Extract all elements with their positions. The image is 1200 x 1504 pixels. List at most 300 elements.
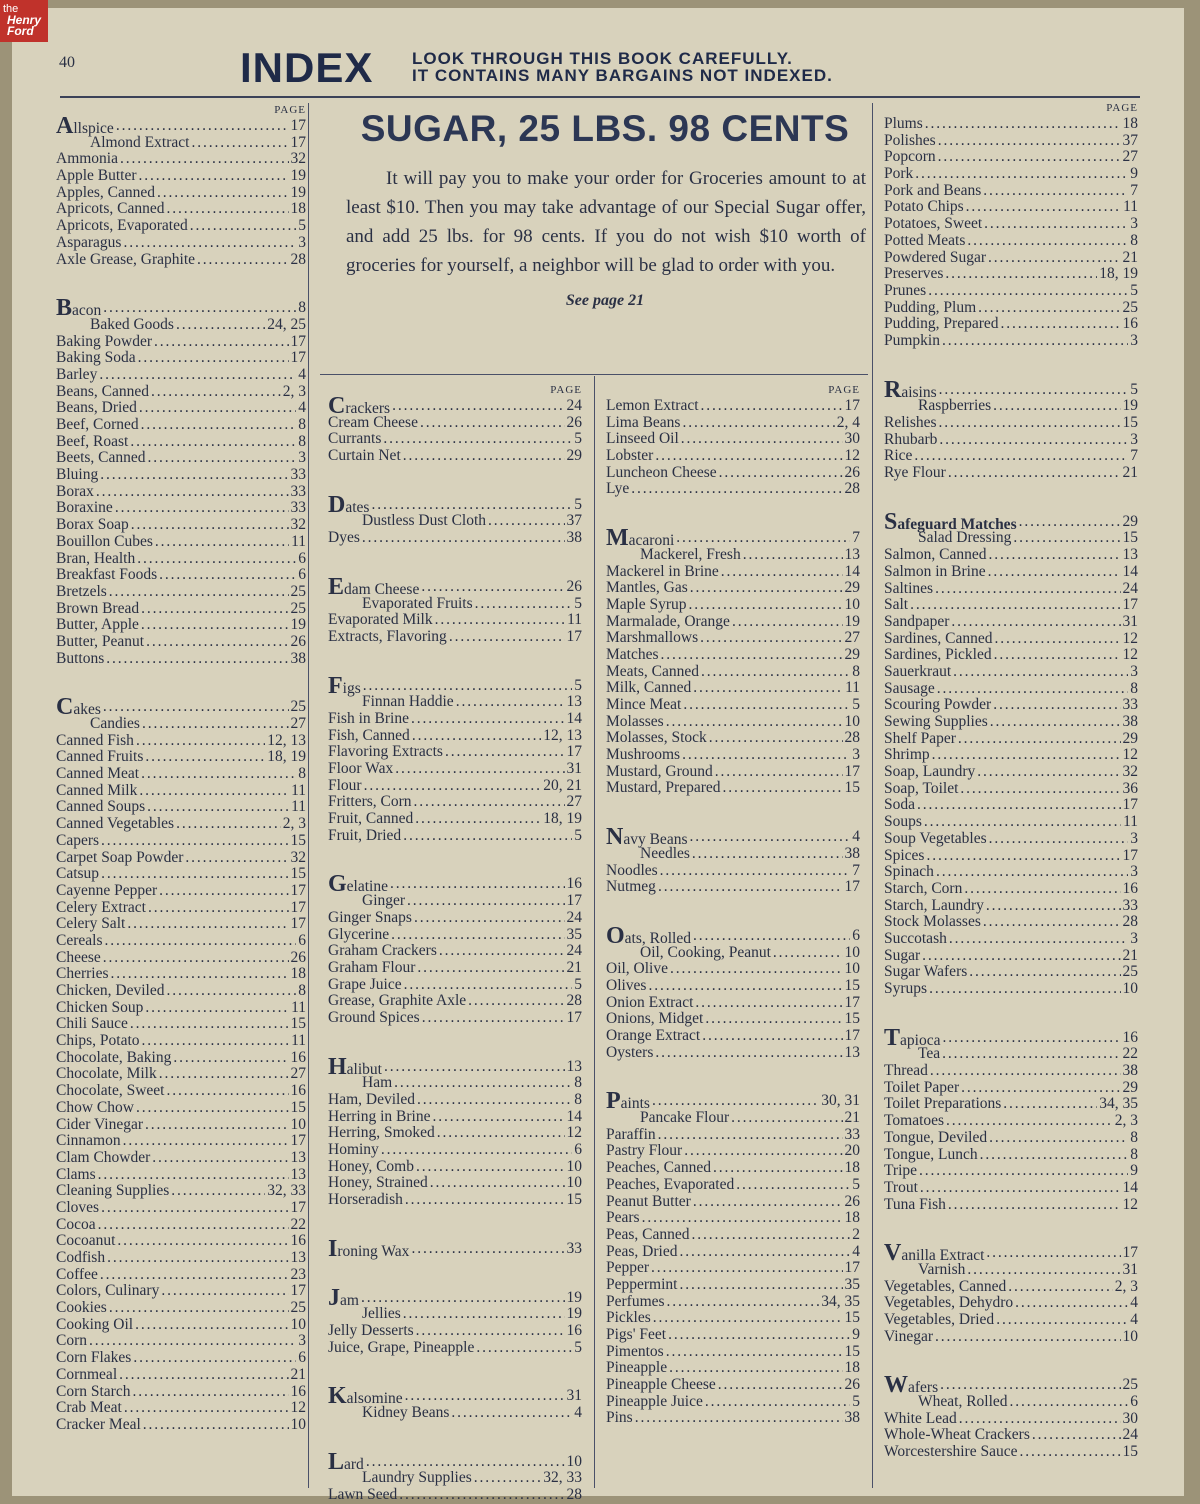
dot-leader bbox=[157, 185, 288, 202]
dot-leader bbox=[719, 465, 843, 482]
entry-name: Celery Salt bbox=[56, 915, 126, 933]
group-gap bbox=[884, 350, 1138, 382]
entry-page: 31 bbox=[1122, 1260, 1138, 1278]
dot-leader bbox=[690, 580, 843, 597]
index-entry bbox=[56, 1133, 306, 1150]
page-number: 40 bbox=[59, 54, 75, 71]
entry-name: Dyes bbox=[328, 529, 360, 547]
index-entry bbox=[328, 1383, 582, 1410]
index-entry bbox=[56, 367, 306, 384]
dot-leader bbox=[689, 829, 850, 846]
entry-page: 2 bbox=[852, 1225, 860, 1243]
entry-page: 12, 13 bbox=[543, 726, 582, 744]
index-entry bbox=[328, 612, 582, 629]
index-entry bbox=[606, 879, 860, 896]
entry-name: Vegetables, Canned bbox=[884, 1277, 1007, 1295]
dot-leader bbox=[993, 697, 1120, 714]
entry-page: 17 bbox=[290, 133, 306, 151]
index-entry bbox=[56, 350, 306, 367]
entry-name: Orange Extract bbox=[606, 1027, 701, 1044]
index-entry bbox=[606, 1394, 860, 1411]
dot-leader bbox=[115, 500, 289, 517]
dot-leader bbox=[111, 966, 289, 983]
group-gap bbox=[328, 646, 582, 678]
dot-leader bbox=[990, 714, 1121, 731]
index-entry bbox=[328, 943, 582, 960]
entry-name: Fish, Canned bbox=[328, 726, 410, 744]
index-entry bbox=[606, 1088, 860, 1115]
index-entry bbox=[884, 547, 1138, 564]
entry-name: Mince Meat bbox=[606, 696, 682, 713]
entry-name: Gelatine bbox=[328, 871, 388, 898]
index-entry bbox=[606, 1045, 860, 1062]
dot-leader bbox=[103, 300, 296, 317]
index-entry bbox=[606, 714, 860, 731]
dot-leader bbox=[928, 283, 1128, 300]
dot-leader bbox=[669, 1360, 842, 1377]
entry-name: Catsup bbox=[56, 865, 100, 883]
entry-name: Sewing Supplies bbox=[884, 713, 988, 730]
dot-leader bbox=[456, 694, 565, 711]
entry-name: Mackerel, Fresh bbox=[640, 545, 741, 563]
entry-page: 5 bbox=[574, 676, 582, 694]
group-gap bbox=[606, 797, 860, 829]
entry-page: 28 bbox=[844, 480, 860, 498]
index-entry bbox=[606, 1210, 860, 1227]
entry-page: 27 bbox=[290, 715, 306, 732]
entry-name: Sugar Wafers bbox=[884, 963, 968, 981]
dot-leader bbox=[980, 1147, 1129, 1164]
entry-name: Pigs' Feet bbox=[606, 1326, 667, 1343]
entry-name: Almond Extract bbox=[90, 133, 190, 151]
entry-page: 4 bbox=[852, 828, 860, 846]
entry-name: Macaroni bbox=[606, 525, 675, 552]
entry-name: Fritters, Corn bbox=[328, 793, 412, 811]
page-column-header: PAGE bbox=[1106, 102, 1138, 114]
index-entry bbox=[884, 1295, 1138, 1312]
index-entry bbox=[606, 448, 860, 465]
index-entry bbox=[884, 398, 1138, 415]
entry-page: 15 bbox=[566, 1191, 582, 1209]
index-entry bbox=[328, 977, 582, 994]
entry-page: 5 bbox=[574, 430, 582, 448]
entry-name: Peas, Canned bbox=[606, 1225, 690, 1243]
entry-name: Succotash bbox=[884, 929, 947, 947]
entry-page: 8 bbox=[574, 1091, 582, 1108]
entry-name: Marshmallows bbox=[606, 629, 699, 647]
index-entry bbox=[884, 597, 1138, 614]
index-entry bbox=[328, 1340, 582, 1357]
entry-page: 5 bbox=[852, 696, 860, 713]
entry-page: 17 bbox=[844, 762, 860, 780]
entry-page: 31 bbox=[566, 1387, 582, 1405]
index-entry bbox=[56, 517, 306, 534]
dot-leader bbox=[695, 995, 842, 1012]
entry-page: 19 bbox=[1122, 397, 1138, 415]
entry-name: Evaporated Fruits bbox=[362, 594, 473, 612]
entry-name: Pudding, Plum bbox=[884, 298, 977, 316]
index-entry bbox=[56, 1033, 306, 1050]
entry-page: 18 bbox=[290, 965, 306, 983]
entry-name: Oysters bbox=[606, 1043, 654, 1061]
index-entry bbox=[606, 945, 860, 962]
entry-page: 21 bbox=[290, 1365, 306, 1383]
index-entry bbox=[56, 1016, 306, 1033]
entry-page: 21 bbox=[1122, 946, 1138, 964]
index-entry bbox=[884, 1113, 1138, 1130]
dot-leader bbox=[1032, 1427, 1121, 1444]
index-entry bbox=[884, 300, 1138, 317]
dot-leader bbox=[166, 201, 288, 218]
entry-page: 11 bbox=[567, 611, 582, 629]
entry-name: Pickles bbox=[606, 1309, 651, 1327]
dot-leader bbox=[432, 1109, 564, 1126]
entry-page: 3 bbox=[1130, 929, 1138, 947]
dot-leader bbox=[920, 1180, 1121, 1197]
dot-leader bbox=[404, 977, 573, 994]
entry-page: 5 bbox=[574, 826, 582, 844]
entry-name: Mustard, Prepared bbox=[606, 779, 721, 797]
entry-page: 12, 13 bbox=[267, 731, 306, 749]
entry-name: Soups bbox=[884, 813, 922, 831]
entry-name: Butter, Apple bbox=[56, 616, 139, 634]
entry-page: 33 bbox=[844, 1125, 860, 1143]
entry-name: Soda bbox=[884, 796, 915, 814]
dot-leader bbox=[407, 893, 564, 910]
entry-name: Navy Beans bbox=[606, 824, 688, 851]
entry-page: 32 bbox=[290, 848, 306, 866]
index-entry bbox=[328, 431, 582, 448]
index-entry bbox=[328, 1306, 582, 1323]
index-entry bbox=[56, 1350, 306, 1367]
dot-leader bbox=[146, 634, 288, 651]
entry-name: Tuna Fish bbox=[884, 1195, 946, 1213]
dot-leader bbox=[133, 1350, 296, 1367]
entry-name: Oil, Cooking, Peanut bbox=[640, 943, 771, 961]
entry-page: 28 bbox=[844, 729, 860, 747]
index-entry bbox=[328, 448, 582, 465]
index-entry bbox=[328, 1075, 582, 1092]
dot-leader bbox=[988, 250, 1120, 267]
dot-leader bbox=[185, 850, 288, 867]
entry-name: Pepper bbox=[606, 1259, 650, 1277]
entry-page: 10 bbox=[290, 1315, 306, 1333]
dot-leader bbox=[670, 961, 843, 978]
index-entry bbox=[606, 647, 860, 664]
index-entry bbox=[884, 747, 1138, 764]
entry-name: Colors, Culinary bbox=[56, 1282, 160, 1300]
entry-page: 33 bbox=[1122, 696, 1138, 714]
entry-page: 26 bbox=[844, 463, 860, 481]
entry-page: 30 bbox=[844, 430, 860, 448]
dot-leader bbox=[135, 1317, 288, 1334]
entry-page: 10 bbox=[844, 960, 860, 978]
entry-page: 32 bbox=[290, 516, 306, 534]
group-gap bbox=[328, 1356, 582, 1388]
entry-name: Shelf Paper bbox=[884, 729, 956, 747]
index-entry bbox=[884, 166, 1138, 183]
index-entry bbox=[884, 116, 1138, 133]
dot-leader bbox=[942, 1030, 1120, 1047]
entry-name: Vinegar bbox=[884, 1327, 933, 1345]
entry-name: Pudding, Prepared bbox=[884, 315, 999, 333]
dot-leader bbox=[371, 497, 572, 514]
dot-leader bbox=[635, 1410, 843, 1427]
entry-page: 8 bbox=[298, 416, 306, 433]
entry-page: 14 bbox=[566, 709, 582, 727]
index-entry bbox=[56, 1183, 306, 1200]
entry-name: Potatoes, Sweet bbox=[884, 215, 983, 233]
dot-leader bbox=[445, 744, 565, 761]
dot-leader bbox=[705, 1394, 850, 1411]
dot-leader bbox=[693, 928, 850, 945]
index-entry bbox=[884, 1063, 1138, 1080]
dot-leader bbox=[718, 1377, 843, 1394]
index-entry bbox=[328, 393, 582, 419]
dot-leader bbox=[1003, 1096, 1097, 1113]
index-entry bbox=[884, 898, 1138, 915]
index-entry bbox=[884, 681, 1138, 698]
entry-page: 24 bbox=[1122, 1426, 1138, 1444]
entry-page: 31 bbox=[1122, 612, 1138, 630]
entry-name: Nutmeg bbox=[606, 878, 656, 896]
entry-name: Beef, Corned bbox=[56, 416, 139, 433]
entry-name: Rhubarb bbox=[884, 430, 938, 448]
entry-page: 35 bbox=[844, 1275, 860, 1293]
entry-name: Paraffin bbox=[606, 1125, 656, 1143]
dot-leader bbox=[948, 465, 1121, 482]
dot-leader bbox=[100, 467, 288, 484]
entry-name: Canned Milk bbox=[56, 781, 138, 799]
entry-name: Cinnamon bbox=[56, 1132, 121, 1150]
entry-name: Boraxine bbox=[56, 499, 113, 517]
index-entry bbox=[884, 848, 1138, 865]
index-entry bbox=[884, 448, 1138, 465]
entry-name: Dates bbox=[328, 491, 370, 518]
entry-page: 23 bbox=[290, 1265, 306, 1283]
index-entry bbox=[56, 1384, 306, 1401]
entry-page: 8 bbox=[298, 982, 306, 999]
entry-page: 26 bbox=[290, 632, 306, 650]
entry-page: 16 bbox=[290, 1082, 306, 1100]
entry-name: Tomatoes bbox=[884, 1112, 945, 1130]
entry-page: 6 bbox=[298, 549, 306, 567]
entry-name: Lye bbox=[606, 480, 630, 498]
dot-leader bbox=[964, 881, 1120, 898]
index-entry bbox=[884, 133, 1138, 150]
index-entry bbox=[56, 295, 306, 322]
entry-name: Cherries bbox=[56, 965, 109, 983]
dot-leader bbox=[137, 551, 296, 568]
entry-page: 15 bbox=[290, 1098, 306, 1116]
index-entry bbox=[328, 778, 582, 795]
entry-name: Molasses bbox=[606, 712, 664, 730]
entry-page: 3 bbox=[1130, 829, 1138, 847]
catalog-page bbox=[3, 3, 1184, 1503]
index-entry bbox=[606, 922, 860, 949]
entry-name: Salt bbox=[884, 596, 909, 614]
index-entry bbox=[606, 747, 860, 764]
entry-name: Honey, Comb bbox=[328, 1157, 414, 1175]
entry-name: Lobster bbox=[606, 447, 654, 465]
entry-name: Grease, Graphite Axle bbox=[328, 992, 467, 1010]
entry-page: 3 bbox=[1130, 430, 1138, 448]
index-entry bbox=[606, 978, 860, 995]
entry-page: 17 bbox=[844, 1027, 860, 1044]
index-entry bbox=[606, 1127, 860, 1144]
index-entry bbox=[884, 1046, 1138, 1063]
entry-name: Pastry Flour bbox=[606, 1142, 683, 1160]
entry-page: 5 bbox=[1130, 380, 1138, 398]
index-entry bbox=[606, 1260, 860, 1277]
entry-page: 11 bbox=[1123, 813, 1138, 831]
entry-name: Prunes bbox=[884, 281, 927, 299]
entry-name: Mustard, Ground bbox=[606, 762, 713, 780]
dot-leader bbox=[683, 697, 850, 714]
index-entry bbox=[884, 233, 1138, 250]
entry-page: 17 bbox=[844, 397, 860, 414]
index-entry bbox=[328, 530, 582, 547]
entry-page: 27 bbox=[290, 1065, 306, 1083]
dot-leader bbox=[363, 678, 572, 695]
entry-name: Lard bbox=[328, 1448, 364, 1475]
entry-name: Bran, Health bbox=[56, 549, 136, 567]
index-entry bbox=[56, 317, 306, 334]
group-gap bbox=[328, 547, 582, 579]
entry-name: Noodles bbox=[606, 861, 658, 879]
index-entry bbox=[884, 647, 1138, 664]
index-entry bbox=[606, 764, 860, 781]
index-entry bbox=[56, 1200, 306, 1217]
entry-page: 30 bbox=[1122, 1409, 1138, 1427]
index-entry bbox=[606, 697, 860, 714]
entry-page: 18 bbox=[844, 1359, 860, 1377]
entry-name: Cayenne Pepper bbox=[56, 881, 158, 899]
entry-page: 7 bbox=[852, 529, 860, 547]
index-entry bbox=[56, 450, 306, 467]
entry-name: Ginger bbox=[362, 892, 406, 910]
index-entry bbox=[56, 1167, 306, 1184]
entry-page: 26 bbox=[566, 577, 582, 595]
dot-leader bbox=[117, 1233, 288, 1250]
index-entry bbox=[606, 1360, 860, 1377]
dot-leader bbox=[655, 1045, 842, 1062]
index-entry bbox=[328, 1092, 582, 1109]
index-entry bbox=[56, 749, 306, 766]
entry-name: Fish in Brine bbox=[328, 709, 409, 727]
entry-name: Sandpaper bbox=[884, 612, 950, 630]
entry-name: Paints bbox=[606, 1088, 650, 1115]
index-entry bbox=[56, 833, 306, 850]
index-entry bbox=[884, 1411, 1138, 1428]
dot-leader bbox=[148, 900, 289, 917]
entry-name: Extracts, Flavoring bbox=[328, 627, 447, 645]
entry-page: 11 bbox=[291, 998, 306, 1016]
index-entry bbox=[884, 914, 1138, 931]
entry-page: 28 bbox=[566, 992, 582, 1010]
dot-leader bbox=[109, 1300, 289, 1317]
dot-leader bbox=[422, 1010, 565, 1027]
index-entry bbox=[884, 250, 1138, 267]
entry-page: 13 bbox=[566, 693, 582, 711]
index-entry bbox=[606, 680, 860, 697]
entry-name: Vegetables, Dried bbox=[884, 1311, 995, 1328]
index-entry bbox=[56, 434, 306, 451]
entry-page: 19 bbox=[566, 1305, 582, 1323]
header-rule bbox=[60, 96, 1140, 98]
index-entry bbox=[328, 573, 582, 600]
index-entry bbox=[606, 564, 860, 581]
index-entry bbox=[328, 491, 582, 518]
entry-name: Bouillon Cubes bbox=[56, 532, 153, 550]
index-entry bbox=[884, 1427, 1138, 1444]
entry-name: Salmon in Brine bbox=[884, 562, 986, 580]
dot-leader bbox=[938, 133, 1121, 150]
index-entry bbox=[56, 866, 306, 883]
dot-leader bbox=[476, 1340, 572, 1357]
index-entry bbox=[884, 564, 1138, 581]
index-entry bbox=[56, 1250, 306, 1267]
entry-page: 6 bbox=[1130, 1393, 1138, 1411]
entry-page: 16 bbox=[566, 1321, 582, 1339]
entry-page: 14 bbox=[566, 1107, 582, 1125]
index-entry bbox=[56, 135, 306, 152]
dot-leader bbox=[412, 728, 541, 745]
index-entry bbox=[56, 950, 306, 967]
entry-name: Cocoa bbox=[56, 1215, 96, 1233]
entry-page: 26 bbox=[290, 948, 306, 966]
index-entry bbox=[328, 960, 582, 977]
index-entry bbox=[884, 465, 1138, 482]
dot-leader bbox=[648, 978, 842, 995]
dot-leader bbox=[925, 116, 1121, 133]
index-note: LOOK THROUGH THIS BOOK CAREFULLY. IT CONTAINS MANY BARGAINS NOT INDEXED. bbox=[412, 49, 833, 85]
entry-page: 15 bbox=[290, 865, 306, 883]
index-column-2 bbox=[328, 384, 582, 1504]
entry-name: Fruit, Canned bbox=[328, 810, 414, 828]
entry-name: Figs bbox=[328, 672, 361, 699]
entry-name: Coffee bbox=[56, 1265, 98, 1283]
index-entry bbox=[56, 1083, 306, 1100]
entry-name: Hominy bbox=[328, 1141, 379, 1159]
entry-page: 3 bbox=[1130, 331, 1138, 349]
entry-page: 6 bbox=[298, 566, 306, 584]
dot-leader bbox=[939, 415, 1121, 432]
entry-name: Raisins bbox=[884, 376, 937, 403]
dot-leader bbox=[914, 448, 1128, 465]
dot-leader bbox=[141, 766, 296, 783]
dot-leader bbox=[922, 948, 1120, 965]
entry-name: Canned Soups bbox=[56, 798, 146, 816]
group-gap bbox=[56, 268, 306, 300]
dot-leader bbox=[403, 828, 572, 845]
entry-page: 6 bbox=[298, 931, 306, 949]
index-entry bbox=[884, 797, 1138, 814]
dot-leader bbox=[142, 1033, 290, 1050]
entry-page: 7 bbox=[1130, 447, 1138, 465]
entry-page: 18, 19 bbox=[267, 748, 306, 766]
index-entry bbox=[56, 916, 306, 933]
index-entry bbox=[884, 864, 1138, 881]
entry-name: Flour bbox=[328, 776, 362, 794]
entry-name: Needles bbox=[640, 844, 690, 862]
index-entry bbox=[56, 113, 306, 139]
index-entry bbox=[56, 966, 306, 983]
index-entry bbox=[884, 631, 1138, 648]
entry-page: 13 bbox=[1122, 546, 1138, 564]
index-entry bbox=[328, 513, 582, 530]
dot-leader bbox=[988, 564, 1121, 581]
